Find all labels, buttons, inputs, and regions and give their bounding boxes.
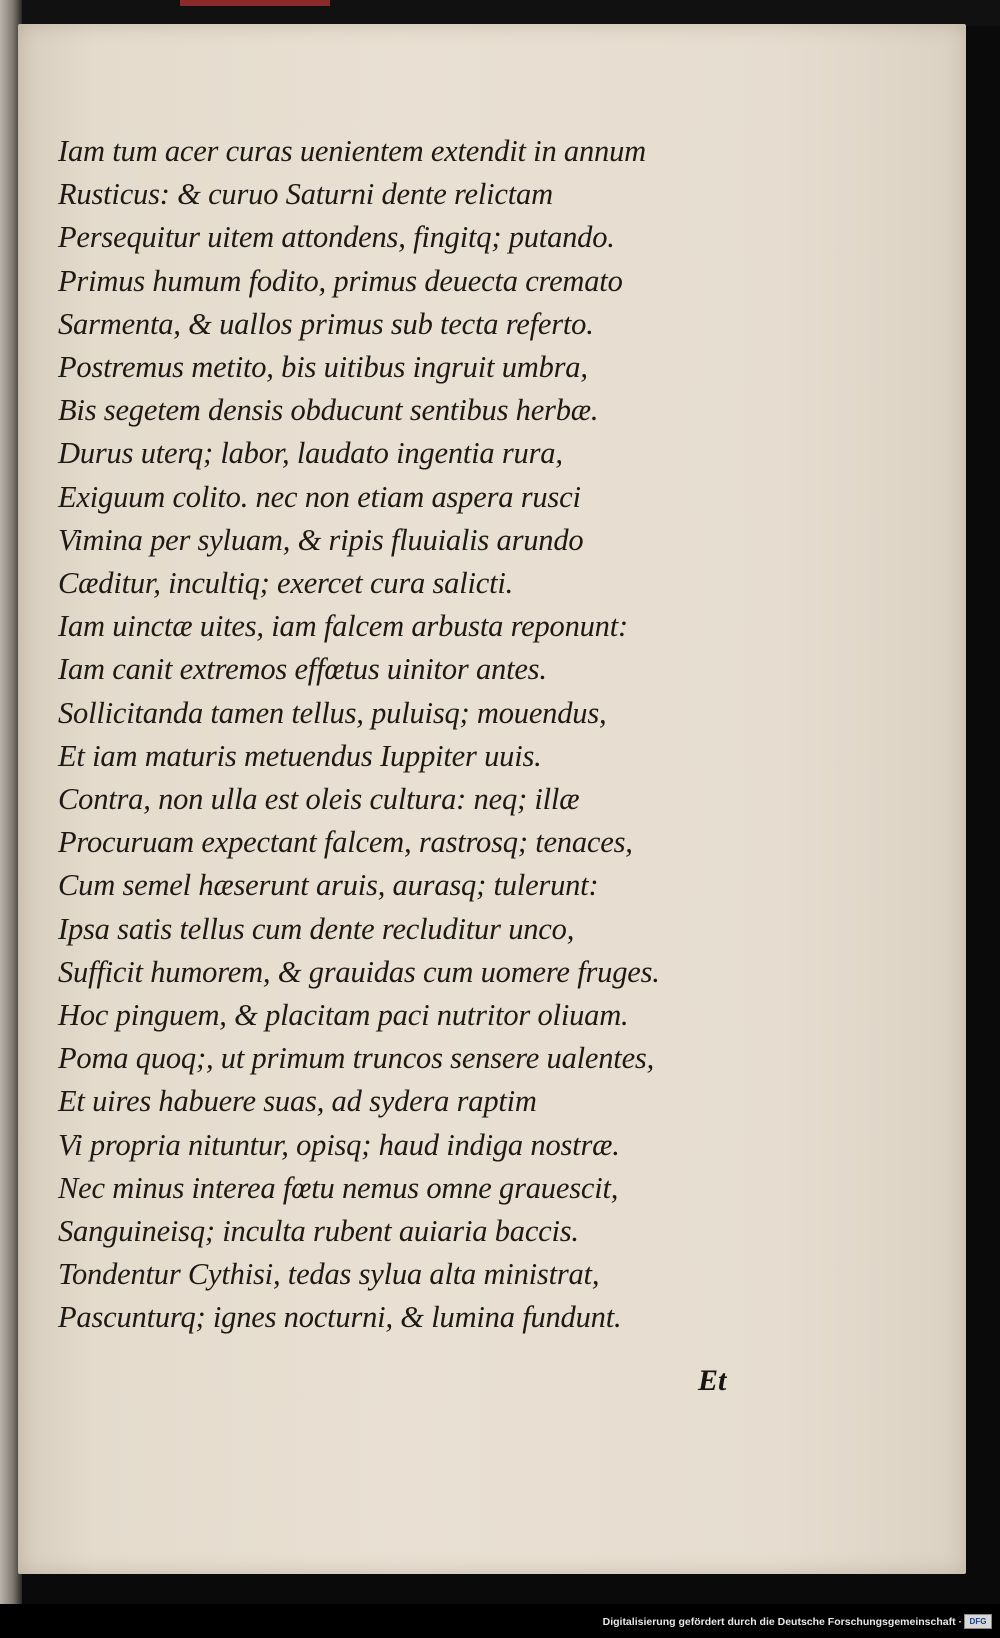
verse-line: Persequitur uitem attondens, fingitq; putando. [58, 220, 615, 255]
verse-line: Tondentur Cythisi, tedas sylua alta ministrat, [58, 1257, 600, 1292]
verse-line: Contra, non ulla est oleis cultura: neq; illæ [58, 782, 580, 817]
verse-line: Vimina per syluam, & ripis fluuialis arundo [58, 522, 584, 557]
verse-line: Sanguineisq; inculta rubent auiaria baccis. [58, 1214, 579, 1249]
verse-line: Hoc pinguem, & placitam paci nutritor oliuam. [58, 998, 629, 1033]
verse-text [58, 130, 778, 1340]
binding-ribbon [180, 0, 330, 6]
verse-line: Et iam maturis metuendus Iuppiter uuis. [58, 738, 542, 773]
catchword: Et [698, 1364, 727, 1397]
verse-line: Bis segetem densis obducunt sentibus herbæ. [58, 393, 599, 428]
verse-line: Ipsa satis tellus cum dente recluditur unco, [58, 911, 575, 946]
dfg-logo-icon: DFG [964, 1614, 992, 1629]
verse-line: Durus uterq; labor, laudato ingentia rura, [58, 436, 563, 471]
verse-line: Vi propria nituntur, opisq; haud indiga nostræ. [58, 1127, 620, 1162]
verse-line: Primus humum fodito, primus deuecta cremato [58, 263, 623, 298]
top-scan-edge [0, 0, 1000, 26]
verse-line: Et uires habuere suas, ad sydera raptim [58, 1084, 537, 1119]
verse-line: Procuruam expectant falcem, rastrosq; tenaces, [58, 825, 633, 860]
verse-line: Cum semel hæserunt aruis, aurasq; tulerunt: [58, 868, 599, 903]
verse-line: Sarmenta, & uallos primus sub tecta referto. [58, 306, 594, 341]
verse-line: Nec minus interea fœtu nemus omne grauescit, [58, 1170, 619, 1205]
verse-line: Postremus metito, bis uitibus ingruit umbra, [58, 350, 588, 385]
verse-line: Sufficit humorem, & grauidas cum uomere fruges. [58, 954, 660, 989]
book-page [18, 24, 966, 1574]
verse-line: Iam uinctæ uites, iam falcem arbusta reponunt: [58, 609, 628, 644]
verse-line: Sollicitanda tamen tellus, puluisq; mouendus, [58, 695, 607, 730]
verse-line: Pascunturq; ignes nocturni, & lumina fundunt. [58, 1300, 622, 1335]
verse-line: Cæditur, incultiq; exercet cura salicti. [58, 566, 514, 601]
verse-line: Iam canit extremos effœtus uinitor antes. [58, 652, 547, 687]
verse-line: Rusticus: & curuo Saturni dente relictam [58, 177, 553, 212]
verse-line: Poma quoq;, ut primum truncos sensere ualentes, [58, 1041, 655, 1076]
digitization-footer [0, 1604, 1000, 1638]
verse-line: Iam tum acer curas uenientem extendit in annum [58, 134, 646, 168]
verse-line: Exiguum colito. nec non etiam aspera rusci [58, 479, 581, 514]
funding-credit: Digitalisierung gefördert durch die Deutsche Forschungsgemeinschaft · [602, 1616, 962, 1628]
